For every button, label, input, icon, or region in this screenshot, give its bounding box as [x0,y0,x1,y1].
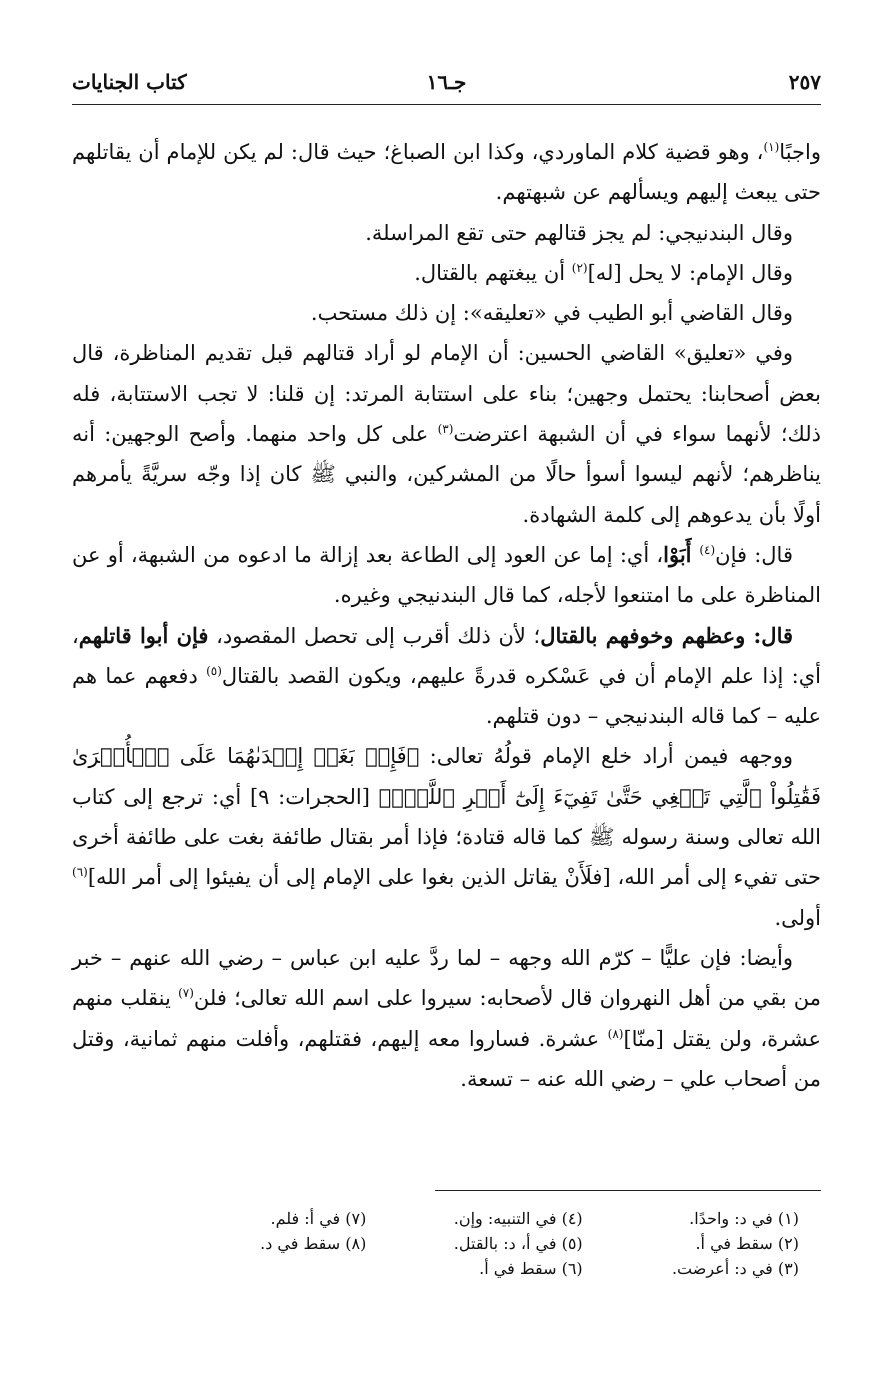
footnote-ref: (١) [763,140,780,154]
main-text [72,132,821,1099]
footnote-ref: (٢) [571,260,588,275]
footnote-8: (٨) سقط في د. [260,1234,367,1253]
page-header [72,66,821,102]
footnote-2: (٢) سقط في أ. [695,1234,799,1253]
footnote-4: (٤) في التنبيه: وإن. [453,1209,583,1228]
paragraph-4: وقال القاضي أبو الطيب في «تعليقه»: إن ذلك مستحب. [310,301,793,326]
header-rule [72,104,821,105]
paragraph-1: واجبًا$^{(١)}$، وهو قضية كلام الماوردي، وكذا ابن الصباغ؛ حيث قال: لم يكن للإمام أن يقاتلهم حتى يبعث إليهم ويسألهم عن شبهتهم. [72,140,821,205]
footnote-rule [435,1190,821,1191]
paragraph-5: وفي «تعليق» القاضي الحسين: أن الإمام لو أراد قتالهم قبل تقديم المناظرة، قال بعض أصحابنا: يحتمل وجهين؛ بناء على استتابة المرتد: إن قلنا: لا تجب الاستتابة، فله ذلك؛ لأنهما سواء في أن الشبهة اعترضت$^{(٣)}$ على كل واحد منهما. وأصح الوجهين: أنه يناظرهم؛ لأنهم ليسوا أسوأ حالًا من المشركين، والنبي ﷺ كان إذا وجّه سريَّةً يأمرهم أولًا بأن يدعوهم إلى كلمة الشهادة. [72,341,822,527]
footnote-3: (٣) في د: أعرضت. [671,1259,799,1278]
footnote-ref: (٧) [178,986,194,1001]
footnote-ref: (٤) [699,542,716,557]
paragraph-3: وقال الإمام: لا يحل [له]$^{(٢)}$ أن يبغتهم بالقتال. [414,260,793,285]
paragraph-8: ووجهه فيمن أراد خلع الإمام قولُهُ تعالى: ﴿فَإِنۢ بَغَتۡ إِحۡدَىٰهُمَا عَلَى ٱلۡأُخۡرَىٰ فَقَٰتِلُواْ ٱلَّتِي تَبۡغِي حَتَّىٰ تَفِيٓءَ إِلَىٰٓ أَمۡرِ ٱللَّهِۚ﴾ [الحجرات: ٩] أي: ترجع إلى كتاب الله تعالى وسنة رسوله ﷺ كما قاله قتادة؛ فإذا أمر بقتال طائفة بغت على طائفة أخرى حتى تفيء إلى أمر الله، [فلَأَنْ يقاتل الذين بغوا على الإمام إلى أن يفيئوا إلى أمر الله]$^{(٦)}$ أولى. [72,744,821,930]
page-number: ٢٥٧ [788,70,821,94]
footnotes [150,1206,799,1281]
paragraph-6: قال: فإن$^{(٤)}$ أَبَوْا، أي: إما عن العود إلى الطاعة بعد إزالة ما ادعوه من الشبهة، أو عن المناظرة على ما امتنعوا لأجله، كما قال البندنيجي وغيره. [72,541,821,608]
volume-label: جـ١٦ [426,70,467,94]
paragraph-9: وأيضا: فإن عليًّا – كرّم الله وجهه – لما ردَّ عليه ابن عباس – رضي الله عنهم – خبر من بقي من أهل النهروان قال لأصحابه: سيروا على اسم الله تعالى؛ فلن$^{(٧)}$ ينقلب منهم عشرة، ولن يقتل [منّا]$^{(٨)}$ عشرة. فساروا معه إليهم، فقتلهم، وأفلت منهم ثمانية، وقتل من أصحاب علي – رضي الله عنه – تسعة. [72,945,821,1091]
footnote-6: (٦) سقط في أ. [479,1259,583,1278]
footnote-1: (١) في د: واحدًا. [689,1209,799,1228]
footnote-ref: (٥) [206,663,222,678]
book-title: كتاب الجنايات [72,70,187,94]
footnote-ref: (٨) [607,1026,624,1041]
footnote-7: (٧) في أ: فلم. [270,1209,367,1228]
paragraph-7: قال: وعظهم وخوفهم بالقتال؛ لأن ذلك أقرب إلى تحصل المقصود، فإن أبوا قاتلهم، أي: إذا علم الإمام أن في عَسْكره قدرةً عليهم، ويكون القصد بالقتال$^{(٥)}$ دفعهم عما هم عليه – كما قاله البندنيجي – دون قتلهم. [72,622,822,729]
footnote-ref: (٦) [72,865,88,880]
footnote-ref: (٣) [437,422,454,437]
paragraph-2: وقال البندنيجي: لم يجز قتالهم حتى تقع المراسلة. [365,220,793,245]
quran-verse: ﴿فَإِنۢ بَغَتۡ إِحۡدَىٰهُمَا عَلَى ٱلۡأُخۡرَىٰ فَقَٰتِلُواْ ٱلَّتِي تَبۡغِي حَتَّىٰ تَفِيٓءَ إِلَىٰٓ أَمۡرِ ٱللَّهِۚ﴾ [72,744,821,809]
footnote-5: (٥) في أ، د: بالقتل. [453,1234,583,1253]
